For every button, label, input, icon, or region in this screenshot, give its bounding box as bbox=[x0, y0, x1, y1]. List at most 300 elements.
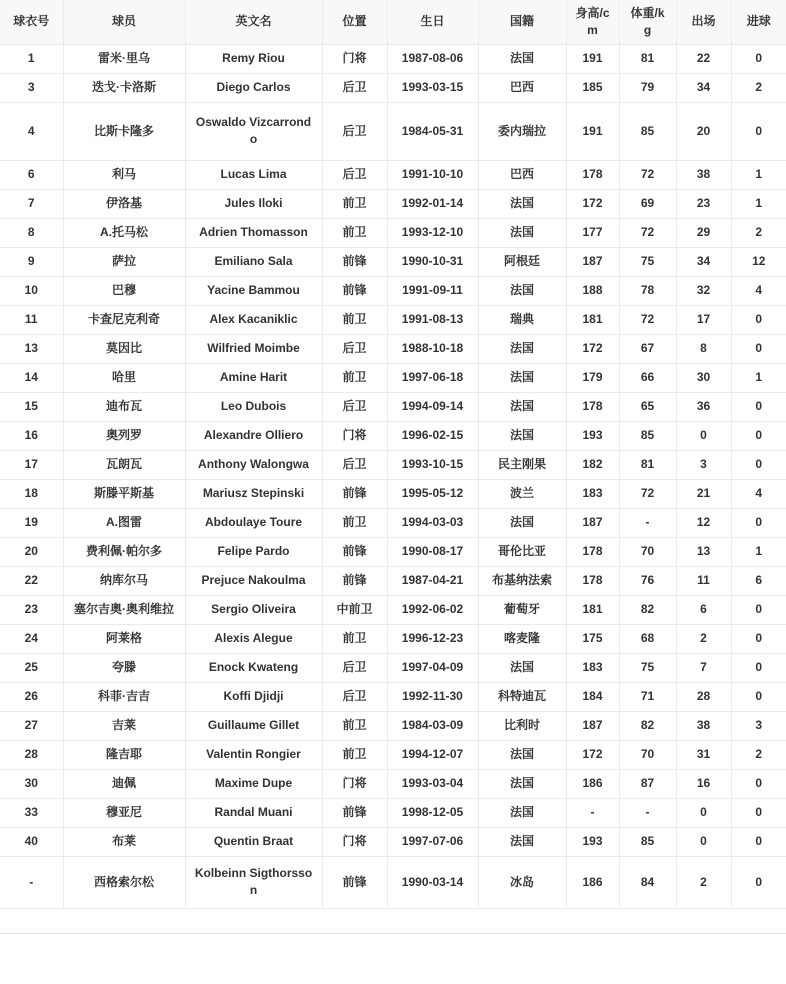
table-row bbox=[0, 363, 786, 392]
cell-english-name: Maxime Dupe bbox=[185, 769, 322, 798]
cell-nationality: 瑞典 bbox=[478, 305, 566, 334]
cell-goals: 2 bbox=[731, 73, 786, 102]
cell-weight: 69 bbox=[619, 189, 676, 218]
cell-position: 前卫 bbox=[322, 740, 387, 769]
cell-weight: 66 bbox=[619, 363, 676, 392]
cell-birthday: 1992-01-14 bbox=[387, 189, 478, 218]
table-row bbox=[0, 595, 786, 624]
cell-appearances: 28 bbox=[676, 682, 731, 711]
cell-jersey: 23 bbox=[0, 595, 63, 624]
cell-appearances: 22 bbox=[676, 44, 731, 73]
column-header-height: 身高/cm bbox=[566, 0, 619, 44]
cell-height: 181 bbox=[566, 595, 619, 624]
cell-appearances: 0 bbox=[676, 827, 731, 856]
cell-english-name: Anthony Walongwa bbox=[185, 450, 322, 479]
cell-height: 181 bbox=[566, 305, 619, 334]
cell-jersey: 15 bbox=[0, 392, 63, 421]
cell-appearances: 7 bbox=[676, 653, 731, 682]
cell-position: 后卫 bbox=[322, 450, 387, 479]
cell-english-name: Amine Harit bbox=[185, 363, 322, 392]
cell-goals: 1 bbox=[731, 160, 786, 189]
cell-appearances: 2 bbox=[676, 624, 731, 653]
cell-jersey: 33 bbox=[0, 798, 63, 827]
cell-weight: 81 bbox=[619, 44, 676, 73]
cell-height: 187 bbox=[566, 247, 619, 276]
cell-weight: 75 bbox=[619, 653, 676, 682]
cell-english-name: Abdoulaye Toure bbox=[185, 508, 322, 537]
table-row bbox=[0, 218, 786, 247]
cell-english-name: Sergio Oliveira bbox=[185, 595, 322, 624]
table-row bbox=[0, 102, 786, 160]
cell-appearances: 21 bbox=[676, 479, 731, 508]
cell-position: 前锋 bbox=[322, 479, 387, 508]
cell-birthday: 1998-12-05 bbox=[387, 798, 478, 827]
cell-appearances: 32 bbox=[676, 276, 731, 305]
cell-english-name: Emiliano Sala bbox=[185, 247, 322, 276]
cell-english-name: Adrien Thomasson bbox=[185, 218, 322, 247]
cell-nationality: 波兰 bbox=[478, 479, 566, 508]
cell-position: 前卫 bbox=[322, 363, 387, 392]
cell-nationality: 法国 bbox=[478, 740, 566, 769]
cell-english-name: Prejuce Nakoulma bbox=[185, 566, 322, 595]
cell-nationality: 哥伦比亚 bbox=[478, 537, 566, 566]
cell-appearances: 0 bbox=[676, 798, 731, 827]
cell-position: 前卫 bbox=[322, 624, 387, 653]
cell-jersey: 16 bbox=[0, 421, 63, 450]
cell-birthday: 1997-04-09 bbox=[387, 653, 478, 682]
column-header-goals: 进球 bbox=[731, 0, 786, 44]
cell-appearances: 8 bbox=[676, 334, 731, 363]
cell-height: 183 bbox=[566, 653, 619, 682]
cell-height: - bbox=[566, 798, 619, 827]
cell-jersey: 22 bbox=[0, 566, 63, 595]
cell-weight: 70 bbox=[619, 740, 676, 769]
cell-player: 科菲·吉吉 bbox=[63, 682, 185, 711]
cell-weight: 85 bbox=[619, 827, 676, 856]
cell-height: 178 bbox=[566, 160, 619, 189]
cell-goals: 0 bbox=[731, 450, 786, 479]
cell-english-name: Felipe Pardo bbox=[185, 537, 322, 566]
cell-nationality: 法国 bbox=[478, 218, 566, 247]
cell-birthday: 1992-11-30 bbox=[387, 682, 478, 711]
cell-nationality: 法国 bbox=[478, 508, 566, 537]
cell-weight: 84 bbox=[619, 856, 676, 908]
cell-position: 前锋 bbox=[322, 537, 387, 566]
cell-appearances: 38 bbox=[676, 160, 731, 189]
cell-goals: 2 bbox=[731, 740, 786, 769]
cell-player: 卡查尼克利奇 bbox=[63, 305, 185, 334]
cell-birthday: 1994-09-14 bbox=[387, 392, 478, 421]
table-row bbox=[0, 624, 786, 653]
cell-jersey: 17 bbox=[0, 450, 63, 479]
cell-birthday: 1987-08-06 bbox=[387, 44, 478, 73]
cell-nationality: 委内瑞拉 bbox=[478, 102, 566, 160]
cell-english-name: Valentin Rongier bbox=[185, 740, 322, 769]
cell-goals: 0 bbox=[731, 682, 786, 711]
column-header-nationality: 国籍 bbox=[478, 0, 566, 44]
cell-height: 177 bbox=[566, 218, 619, 247]
cell-height: 178 bbox=[566, 537, 619, 566]
cell-birthday: 1984-05-31 bbox=[387, 102, 478, 160]
table-row bbox=[0, 189, 786, 218]
cell-goals: 0 bbox=[731, 624, 786, 653]
cell-position: 后卫 bbox=[322, 73, 387, 102]
cell-english-name: Randal Muani bbox=[185, 798, 322, 827]
cell-weight: 85 bbox=[619, 102, 676, 160]
column-header-appearances: 出场 bbox=[676, 0, 731, 44]
cell-birthday: 1993-12-10 bbox=[387, 218, 478, 247]
cell-jersey: 27 bbox=[0, 711, 63, 740]
cell-appearances: 36 bbox=[676, 392, 731, 421]
cell-appearances: 38 bbox=[676, 711, 731, 740]
cell-appearances: 29 bbox=[676, 218, 731, 247]
cell-weight: 87 bbox=[619, 769, 676, 798]
cell-english-name: Wilfried Moimbe bbox=[185, 334, 322, 363]
cell-english-name: Lucas Lima bbox=[185, 160, 322, 189]
cell-appearances: 2 bbox=[676, 856, 731, 908]
column-header-position: 位置 bbox=[322, 0, 387, 44]
cell-weight: 82 bbox=[619, 595, 676, 624]
cell-position: 前卫 bbox=[322, 189, 387, 218]
table-row bbox=[0, 566, 786, 595]
cell-goals: 0 bbox=[731, 102, 786, 160]
table-row bbox=[0, 769, 786, 798]
cell-appearances: 23 bbox=[676, 189, 731, 218]
cell-birthday: 1993-10-15 bbox=[387, 450, 478, 479]
cell-goals: 0 bbox=[731, 44, 786, 73]
cell-player: 纳库尔马 bbox=[63, 566, 185, 595]
cell-nationality: 法国 bbox=[478, 798, 566, 827]
cell-weight: 75 bbox=[619, 247, 676, 276]
cell-nationality: 喀麦隆 bbox=[478, 624, 566, 653]
cell-jersey: 14 bbox=[0, 363, 63, 392]
cell-nationality: 民主刚果 bbox=[478, 450, 566, 479]
table-row bbox=[0, 160, 786, 189]
cell-height: 193 bbox=[566, 421, 619, 450]
cell-height: 178 bbox=[566, 392, 619, 421]
cell-english-name: Leo Dubois bbox=[185, 392, 322, 421]
cell-english-name: Alex Kacaniklic bbox=[185, 305, 322, 334]
cell-position: 前锋 bbox=[322, 276, 387, 305]
cell-player: A.图雷 bbox=[63, 508, 185, 537]
cell-weight: 81 bbox=[619, 450, 676, 479]
cell-jersey: 25 bbox=[0, 653, 63, 682]
cell-birthday: 1993-03-15 bbox=[387, 73, 478, 102]
cell-english-name: Alexandre Olliero bbox=[185, 421, 322, 450]
cell-goals: 4 bbox=[731, 276, 786, 305]
cell-appearances: 3 bbox=[676, 450, 731, 479]
cell-height: 191 bbox=[566, 102, 619, 160]
cell-nationality: 阿根廷 bbox=[478, 247, 566, 276]
column-header-english-name: 英文名 bbox=[185, 0, 322, 44]
cell-height: 187 bbox=[566, 711, 619, 740]
table-row bbox=[0, 450, 786, 479]
table-footer-spacer bbox=[0, 909, 786, 934]
cell-weight: 68 bbox=[619, 624, 676, 653]
cell-goals: 0 bbox=[731, 421, 786, 450]
cell-jersey: 28 bbox=[0, 740, 63, 769]
cell-jersey: 9 bbox=[0, 247, 63, 276]
cell-weight: 65 bbox=[619, 392, 676, 421]
cell-goals: 0 bbox=[731, 334, 786, 363]
cell-player: 隆吉耶 bbox=[63, 740, 185, 769]
table-row bbox=[0, 305, 786, 334]
cell-height: 191 bbox=[566, 44, 619, 73]
cell-jersey: 40 bbox=[0, 827, 63, 856]
cell-player: 迪布瓦 bbox=[63, 392, 185, 421]
cell-birthday: 1993-03-04 bbox=[387, 769, 478, 798]
cell-height: 187 bbox=[566, 508, 619, 537]
cell-birthday: 1990-03-14 bbox=[387, 856, 478, 908]
table-row bbox=[0, 421, 786, 450]
cell-jersey: 6 bbox=[0, 160, 63, 189]
table-row bbox=[0, 798, 786, 827]
cell-birthday: 1987-04-21 bbox=[387, 566, 478, 595]
table-row bbox=[0, 856, 786, 908]
cell-position: 后卫 bbox=[322, 334, 387, 363]
cell-nationality: 法国 bbox=[478, 334, 566, 363]
cell-nationality: 冰岛 bbox=[478, 856, 566, 908]
table-row bbox=[0, 44, 786, 73]
cell-jersey: 13 bbox=[0, 334, 63, 363]
cell-nationality: 巴西 bbox=[478, 160, 566, 189]
cell-jersey: 4 bbox=[0, 102, 63, 160]
cell-goals: 2 bbox=[731, 218, 786, 247]
cell-player: 瓦朗瓦 bbox=[63, 450, 185, 479]
table-row bbox=[0, 73, 786, 102]
cell-goals: 1 bbox=[731, 363, 786, 392]
cell-nationality: 法国 bbox=[478, 392, 566, 421]
cell-weight: 72 bbox=[619, 160, 676, 189]
cell-birthday: 1984-03-09 bbox=[387, 711, 478, 740]
cell-birthday: 1994-03-03 bbox=[387, 508, 478, 537]
cell-nationality: 法国 bbox=[478, 44, 566, 73]
table-row bbox=[0, 276, 786, 305]
cell-english-name: Quentin Braat bbox=[185, 827, 322, 856]
cell-birthday: 1991-08-13 bbox=[387, 305, 478, 334]
table-row bbox=[0, 508, 786, 537]
cell-player: 西格索尔松 bbox=[63, 856, 185, 908]
cell-position: 前锋 bbox=[322, 566, 387, 595]
cell-position: 前锋 bbox=[322, 247, 387, 276]
cell-height: 172 bbox=[566, 334, 619, 363]
cell-jersey: 3 bbox=[0, 73, 63, 102]
cell-appearances: 0 bbox=[676, 421, 731, 450]
table-row bbox=[0, 247, 786, 276]
cell-appearances: 13 bbox=[676, 537, 731, 566]
cell-height: 179 bbox=[566, 363, 619, 392]
cell-birthday: 1990-08-17 bbox=[387, 537, 478, 566]
cell-weight: 78 bbox=[619, 276, 676, 305]
cell-position: 后卫 bbox=[322, 160, 387, 189]
cell-player: 布莱 bbox=[63, 827, 185, 856]
cell-height: 182 bbox=[566, 450, 619, 479]
cell-player: 吉莱 bbox=[63, 711, 185, 740]
cell-jersey: 19 bbox=[0, 508, 63, 537]
cell-appearances: 34 bbox=[676, 247, 731, 276]
cell-english-name: Kolbeinn Sigthorsson bbox=[185, 856, 322, 908]
cell-weight: 72 bbox=[619, 305, 676, 334]
cell-jersey: 1 bbox=[0, 44, 63, 73]
cell-player: 哈里 bbox=[63, 363, 185, 392]
cell-position: 前卫 bbox=[322, 508, 387, 537]
column-header-birthday: 生日 bbox=[387, 0, 478, 44]
cell-height: 193 bbox=[566, 827, 619, 856]
table-row bbox=[0, 537, 786, 566]
cell-jersey: - bbox=[0, 856, 63, 908]
cell-position: 后卫 bbox=[322, 392, 387, 421]
table-header bbox=[0, 0, 786, 44]
cell-jersey: 8 bbox=[0, 218, 63, 247]
cell-english-name: Remy Riou bbox=[185, 44, 322, 73]
cell-height: 172 bbox=[566, 189, 619, 218]
cell-appearances: 17 bbox=[676, 305, 731, 334]
cell-height: 172 bbox=[566, 740, 619, 769]
cell-weight: 72 bbox=[619, 218, 676, 247]
cell-height: 186 bbox=[566, 856, 619, 908]
cell-english-name: Enock Kwateng bbox=[185, 653, 322, 682]
cell-position: 门将 bbox=[322, 421, 387, 450]
cell-nationality: 葡萄牙 bbox=[478, 595, 566, 624]
cell-player: 利马 bbox=[63, 160, 185, 189]
cell-jersey: 7 bbox=[0, 189, 63, 218]
cell-nationality: 比利时 bbox=[478, 711, 566, 740]
cell-nationality: 法国 bbox=[478, 653, 566, 682]
cell-weight: - bbox=[619, 508, 676, 537]
cell-goals: 0 bbox=[731, 827, 786, 856]
cell-birthday: 1991-10-10 bbox=[387, 160, 478, 189]
cell-birthday: 1996-02-15 bbox=[387, 421, 478, 450]
cell-goals: 6 bbox=[731, 566, 786, 595]
cell-position: 后卫 bbox=[322, 653, 387, 682]
table-row bbox=[0, 740, 786, 769]
cell-weight: 71 bbox=[619, 682, 676, 711]
cell-position: 后卫 bbox=[322, 682, 387, 711]
table-header-row bbox=[0, 0, 786, 44]
cell-jersey: 30 bbox=[0, 769, 63, 798]
cell-nationality: 法国 bbox=[478, 769, 566, 798]
cell-position: 门将 bbox=[322, 769, 387, 798]
cell-english-name: Oswaldo Vizcarrondo bbox=[185, 102, 322, 160]
cell-english-name: Jules Iloki bbox=[185, 189, 322, 218]
cell-height: 178 bbox=[566, 566, 619, 595]
cell-appearances: 30 bbox=[676, 363, 731, 392]
cell-appearances: 12 bbox=[676, 508, 731, 537]
cell-player: 阿莱格 bbox=[63, 624, 185, 653]
cell-birthday: 1990-10-31 bbox=[387, 247, 478, 276]
cell-goals: 0 bbox=[731, 392, 786, 421]
cell-weight: 76 bbox=[619, 566, 676, 595]
cell-birthday: 1995-05-12 bbox=[387, 479, 478, 508]
cell-goals: 1 bbox=[731, 537, 786, 566]
cell-weight: 67 bbox=[619, 334, 676, 363]
cell-weight: 79 bbox=[619, 73, 676, 102]
cell-nationality: 法国 bbox=[478, 827, 566, 856]
cell-english-name: Mariusz Stepinski bbox=[185, 479, 322, 508]
cell-goals: 0 bbox=[731, 595, 786, 624]
cell-goals: 0 bbox=[731, 798, 786, 827]
cell-birthday: 1997-07-06 bbox=[387, 827, 478, 856]
cell-english-name: Diego Carlos bbox=[185, 73, 322, 102]
cell-player: 比斯卡隆多 bbox=[63, 102, 185, 160]
cell-weight: 85 bbox=[619, 421, 676, 450]
cell-height: 183 bbox=[566, 479, 619, 508]
cell-nationality: 科特迪瓦 bbox=[478, 682, 566, 711]
cell-position: 门将 bbox=[322, 44, 387, 73]
cell-position: 中前卫 bbox=[322, 595, 387, 624]
cell-player: 迪佩 bbox=[63, 769, 185, 798]
cell-player: 奥列罗 bbox=[63, 421, 185, 450]
cell-player: 萨拉 bbox=[63, 247, 185, 276]
cell-goals: 0 bbox=[731, 769, 786, 798]
cell-jersey: 11 bbox=[0, 305, 63, 334]
cell-player: 费利佩·帕尔多 bbox=[63, 537, 185, 566]
cell-weight: 72 bbox=[619, 479, 676, 508]
cell-goals: 12 bbox=[731, 247, 786, 276]
cell-nationality: 巴西 bbox=[478, 73, 566, 102]
cell-nationality: 法国 bbox=[478, 189, 566, 218]
cell-appearances: 11 bbox=[676, 566, 731, 595]
cell-goals: 0 bbox=[731, 653, 786, 682]
cell-english-name: Guillaume Gillet bbox=[185, 711, 322, 740]
table-row bbox=[0, 392, 786, 421]
cell-appearances: 31 bbox=[676, 740, 731, 769]
cell-nationality: 法国 bbox=[478, 276, 566, 305]
cell-jersey: 10 bbox=[0, 276, 63, 305]
cell-position: 前锋 bbox=[322, 856, 387, 908]
cell-appearances: 6 bbox=[676, 595, 731, 624]
cell-position: 前卫 bbox=[322, 218, 387, 247]
cell-weight: - bbox=[619, 798, 676, 827]
column-header-weight: 体重/kg bbox=[619, 0, 676, 44]
cell-jersey: 20 bbox=[0, 537, 63, 566]
cell-birthday: 1988-10-18 bbox=[387, 334, 478, 363]
cell-position: 前锋 bbox=[322, 798, 387, 827]
cell-player: 夸滕 bbox=[63, 653, 185, 682]
cell-player: 迭戈·卡洛斯 bbox=[63, 73, 185, 102]
cell-position: 前卫 bbox=[322, 305, 387, 334]
cell-position: 前卫 bbox=[322, 711, 387, 740]
cell-nationality: 法国 bbox=[478, 363, 566, 392]
cell-jersey: 26 bbox=[0, 682, 63, 711]
cell-height: 184 bbox=[566, 682, 619, 711]
cell-english-name: Yacine Bammou bbox=[185, 276, 322, 305]
table-row bbox=[0, 334, 786, 363]
cell-jersey: 24 bbox=[0, 624, 63, 653]
cell-goals: 0 bbox=[731, 856, 786, 908]
cell-player: 穆亚尼 bbox=[63, 798, 185, 827]
cell-english-name: Alexis Alegue bbox=[185, 624, 322, 653]
table-row bbox=[0, 682, 786, 711]
cell-goals: 4 bbox=[731, 479, 786, 508]
table-row bbox=[0, 827, 786, 856]
table-body bbox=[0, 44, 786, 908]
table-row bbox=[0, 653, 786, 682]
cell-nationality: 布基纳法索 bbox=[478, 566, 566, 595]
cell-height: 188 bbox=[566, 276, 619, 305]
cell-birthday: 1994-12-07 bbox=[387, 740, 478, 769]
cell-height: 175 bbox=[566, 624, 619, 653]
column-header-jersey: 球衣号 bbox=[0, 0, 63, 44]
cell-weight: 70 bbox=[619, 537, 676, 566]
cell-birthday: 1996-12-23 bbox=[387, 624, 478, 653]
cell-player: 伊洛基 bbox=[63, 189, 185, 218]
cell-goals: 0 bbox=[731, 508, 786, 537]
cell-height: 185 bbox=[566, 73, 619, 102]
cell-birthday: 1992-06-02 bbox=[387, 595, 478, 624]
cell-nationality: 法国 bbox=[478, 421, 566, 450]
cell-position: 后卫 bbox=[322, 102, 387, 160]
